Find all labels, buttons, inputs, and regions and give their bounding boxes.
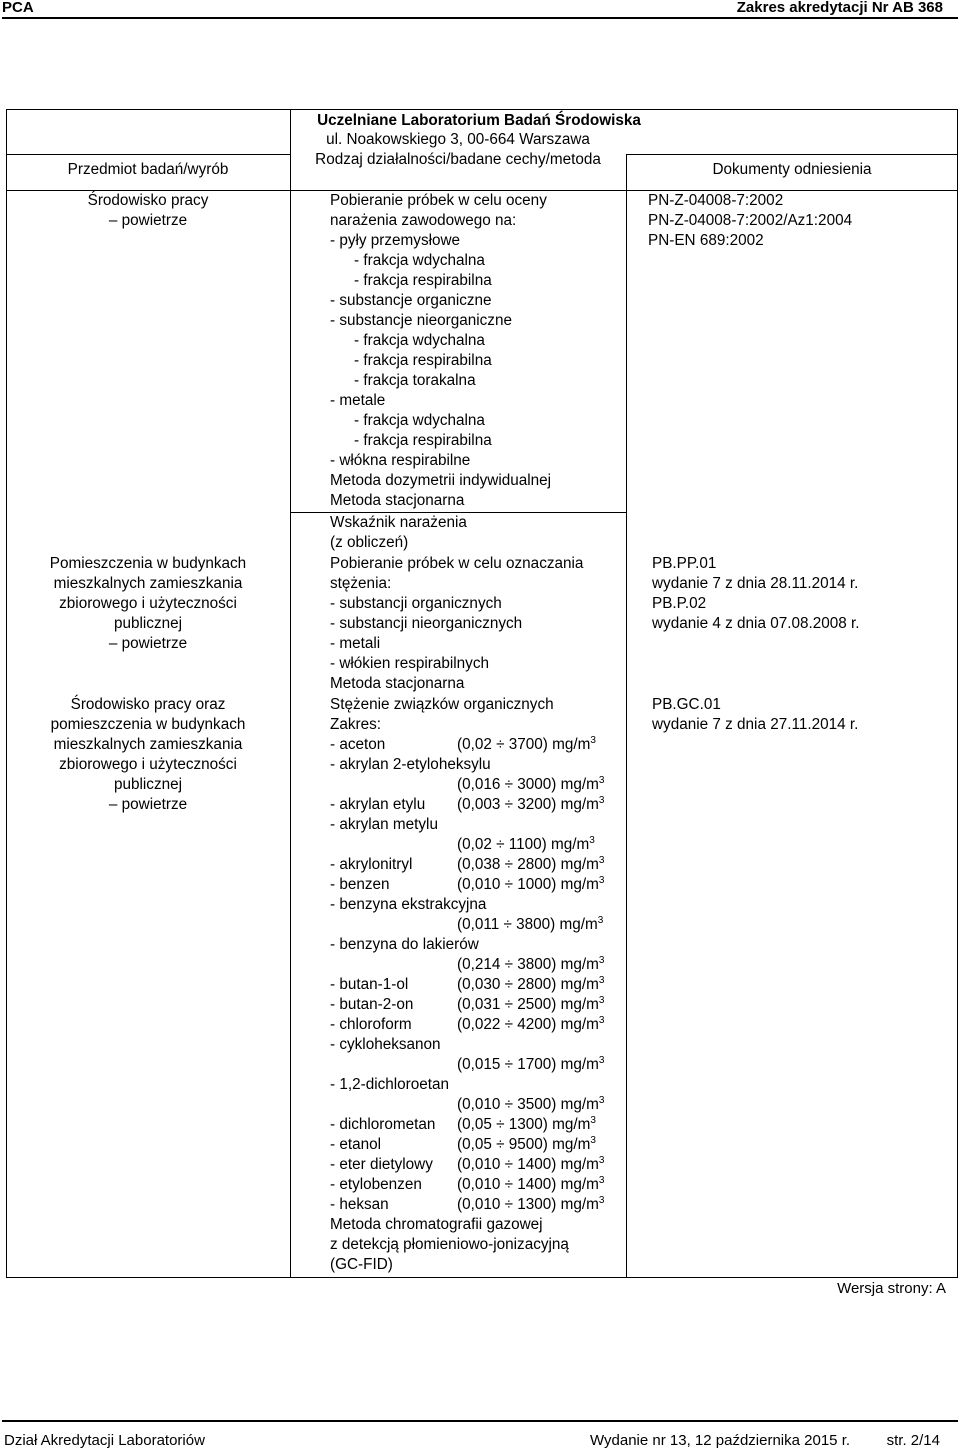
compound-row [330, 1015, 624, 1035]
sampling-line: - metale [330, 392, 386, 409]
compound-row [330, 875, 624, 895]
compound-row [330, 1175, 624, 1195]
compound-range: (0,030 ÷ 2800) $mg/m^3$ [457, 975, 605, 993]
compound-name: - akrylan etylu [330, 796, 426, 813]
footer-edition: Wydanie nr 13, 12 października 2015 r. [590, 1432, 851, 1449]
compound-range: (0,022 ÷ 4200) $mg/m^3$ [457, 1015, 605, 1033]
compound-name: - dichlorometan [330, 1116, 436, 1133]
compound-range: (0,05 ÷ 1300) $mg/m^3$ [457, 1115, 596, 1133]
sampling-line: - frakcja respirabilna [354, 432, 492, 449]
sampling-line: - frakcja respirabilna [354, 352, 492, 369]
method-line-2: z detekcją płomieniowo-jonizacyjną [330, 1236, 569, 1253]
compound-row [330, 1195, 624, 1215]
subject-1: Środowisko pracy – powietrze [87, 192, 209, 229]
col-header-subject: Przedmiot badań/wyrób [67, 161, 229, 178]
concentration-line: - włókien respirabilnych [330, 655, 489, 672]
compound-name: - chloroform [330, 1016, 412, 1033]
documents-2: PB.PP.01 wydanie 7 z dnia 28.11.2014 r. PB.P.02 wydanie 4 z dnia 07.08.2008 r. [652, 555, 860, 632]
subject-3: Środowisko pracy oraz pomieszczenia w budynkach mieszkalnych zamieszkania zbiorowego i użyteczności publicznej – powietrze [50, 696, 246, 813]
sampling-line: Pobieranie próbek w celu oceny [330, 192, 547, 209]
compound-name: - butan-2-on [330, 996, 414, 1013]
compound-range: (0,010 ÷ 1400) $mg/m^3$ [457, 1175, 605, 1193]
compound-row [330, 1135, 624, 1155]
column-divider-2 [626, 154, 627, 1278]
sampling-line: - frakcja respirabilna [354, 272, 492, 289]
compound-name: - etanol [330, 1136, 382, 1153]
compound-row [330, 1075, 624, 1115]
header-scope: Zakres akredytacji Nr AB 368 [736, 0, 943, 16]
method-line-3: (GC-FID) [330, 1256, 393, 1273]
compound-row [330, 795, 624, 815]
unit-label: $mg/m^3$ [560, 1055, 605, 1073]
sampling-line: - frakcja wdychalna [354, 332, 485, 349]
concentration-line: Pobieranie próbek w celu oznaczania [330, 555, 584, 572]
column-divider-1 [290, 109, 291, 1278]
compound-name: - heksan [330, 1196, 389, 1213]
unit-label: $mg/m^3$ [560, 955, 605, 973]
concentration-line: - substancji organicznych [330, 595, 502, 612]
col-header-documents: Dokumenty odniesienia [712, 161, 872, 178]
compound-row [330, 1115, 624, 1135]
compound-range: (0,02 ÷ 3700) $mg/m^3$ [457, 735, 596, 753]
sampling-line: Metoda stacjonarna [330, 492, 465, 509]
footer-department: Dział Akredytacji Laboratoriów [4, 1432, 205, 1449]
col-header-activity: Rodzaj działalności/badane cechy/metoda [315, 151, 601, 168]
range-label: Zakres: [330, 716, 381, 733]
sampling-concentration-block [330, 554, 624, 694]
concentration-line: Metoda stacjonarna [330, 675, 465, 692]
lab-address: ul. Noakowskiego 3, 00-664 Warszawa [326, 131, 590, 148]
compound-name: - etylobenzen [330, 1176, 422, 1193]
unit-label: $mg/m^3$ [560, 1155, 605, 1173]
compound-row [330, 815, 624, 855]
compound-name: - cykloheksanon [330, 1036, 441, 1053]
sampling-line: - frakcja torakalna [354, 372, 476, 389]
unit-label: $mg/m^3$ [560, 775, 605, 793]
compound-name: - benzyna ekstrakcyjna [330, 896, 487, 913]
unit-label: $mg/m^3$ [560, 875, 605, 893]
sampling-line: narażenia zawodowego na: [330, 212, 517, 229]
unit-label: $mg/m^3$ [560, 855, 605, 873]
unit-label: $mg/m^3$ [560, 1195, 605, 1213]
method-line-1: Metoda chromatografii gazowej [330, 1216, 543, 1233]
compound-name: - 1,2-dichloroetan [330, 1076, 450, 1093]
compound-name: - aceton [330, 736, 386, 753]
compound-name: - akrylan 2-etyloheksylu [330, 756, 491, 773]
compound-range: (0,015 ÷ 1700) $mg/m^3$ [457, 1055, 605, 1073]
compound-name: - eter dietylowy [330, 1156, 433, 1173]
exposure-index: Wskaźnik narażenia (z obliczeń) [330, 514, 467, 551]
page-header [2, 0, 958, 19]
compound-range: (0,010 ÷ 1000) $mg/m^3$ [457, 875, 605, 893]
concentration-line: - substancji nieorganicznych [330, 615, 523, 632]
sampling-line: - pyły przemysłowe [330, 232, 461, 249]
concentration-line: - metali [330, 635, 381, 652]
sampling-line: - frakcja wdychalna [354, 252, 485, 269]
organic-compounds-block [330, 695, 624, 1275]
compound-range: (0,010 ÷ 3500) $mg/m^3$ [457, 1095, 605, 1113]
compound-range: (0,05 ÷ 9500) $mg/m^3$ [457, 1135, 596, 1153]
sampling-line: - substancje organiczne [330, 292, 492, 309]
lab-heading [290, 111, 668, 131]
compound-row [330, 1155, 624, 1175]
compound-range: (0,011 ÷ 3800) $mg/m^3$ [457, 915, 604, 933]
subject-2: Pomieszczenia w budynkach mieszkalnych zamieszkania zbiorowego i użyteczności publicznej – powietrze [49, 555, 247, 652]
compound-row [330, 755, 624, 795]
compound-row [330, 995, 624, 1015]
unit-label: $mg/m^3$ [560, 1175, 605, 1193]
unit-label: $mg/m^3$ [560, 995, 605, 1013]
documents-header-rule-top [626, 154, 958, 155]
compounds-title: Stężenie związków organicznych [330, 696, 554, 713]
compound-range: (0,016 ÷ 3000) $mg/m^3$ [457, 775, 605, 793]
compound-name: - benzen [330, 876, 390, 893]
unit-label: $mg/m^3$ [551, 835, 595, 853]
page-version: Wersja strony: A [837, 1280, 946, 1297]
compound-row [330, 855, 624, 875]
compound-range: (0,031 ÷ 2500) $mg/m^3$ [457, 995, 605, 1013]
compound-row [330, 935, 624, 975]
unit-label: $mg/m^3$ [559, 915, 604, 933]
compound-name: - akrylonitryl [330, 856, 413, 873]
unit-label: $mg/m^3$ [552, 735, 596, 753]
unit-label: $mg/m^3$ [552, 1115, 596, 1133]
concentration-line: stężenia: [330, 575, 392, 592]
compound-list [330, 735, 624, 1215]
compound-name: - benzyna do lakierów [330, 936, 479, 953]
unit-label: $mg/m^3$ [560, 975, 605, 993]
sampling-line: - włókna respirabilne [330, 452, 471, 469]
compound-range: (0,003 ÷ 3200) $mg/m^3$ [457, 795, 605, 813]
footer-page-number: str. 2/14 [886, 1432, 940, 1449]
subject-header-rule [6, 154, 290, 155]
lab-name-text: Uczelniane Laboratorium Badań Środowiska [317, 112, 641, 129]
unit-label: $mg/m^3$ [560, 795, 605, 813]
unit-label: $mg/m^3$ [560, 1015, 605, 1033]
documents-3: PB.GC.01 wydanie 7 z dnia 27.11.2014 r. [652, 696, 859, 733]
page-footer [2, 1420, 958, 1449]
unit-label: $mg/m^3$ [552, 1135, 596, 1153]
header-org: PCA [2, 0, 34, 16]
sampling-line: - substancje nieorganiczne [330, 312, 512, 329]
compound-range: (0,010 ÷ 1400) $mg/m^3$ [457, 1155, 605, 1173]
compound-range: (0,038 ÷ 2800) $mg/m^3$ [457, 855, 605, 873]
compound-row [330, 735, 624, 755]
compound-range: (0,02 ÷ 1100) $mg/m^3$ [457, 835, 595, 853]
compound-range: (0,010 ÷ 1300) $mg/m^3$ [457, 1195, 605, 1213]
sampling-line: Metoda dozymetrii indywidualnej [330, 472, 552, 489]
compound-name: - akrylan metylu [330, 816, 438, 833]
compound-row [330, 1035, 624, 1075]
sampling-line: - frakcja wdychalna [354, 412, 485, 429]
compound-row [330, 895, 624, 935]
documents-1: PN-Z-04008-7:2002 PN-Z-04008-7:2002/Az1:2004 PN-EN 689:2002 [648, 192, 853, 249]
compound-name: - butan-1-ol [330, 976, 409, 993]
compound-row [330, 975, 624, 995]
sampling-occupational-block [330, 191, 624, 511]
compound-range: (0,214 ÷ 3800) $mg/m^3$ [457, 955, 605, 973]
unit-label: $mg/m^3$ [560, 1095, 605, 1113]
